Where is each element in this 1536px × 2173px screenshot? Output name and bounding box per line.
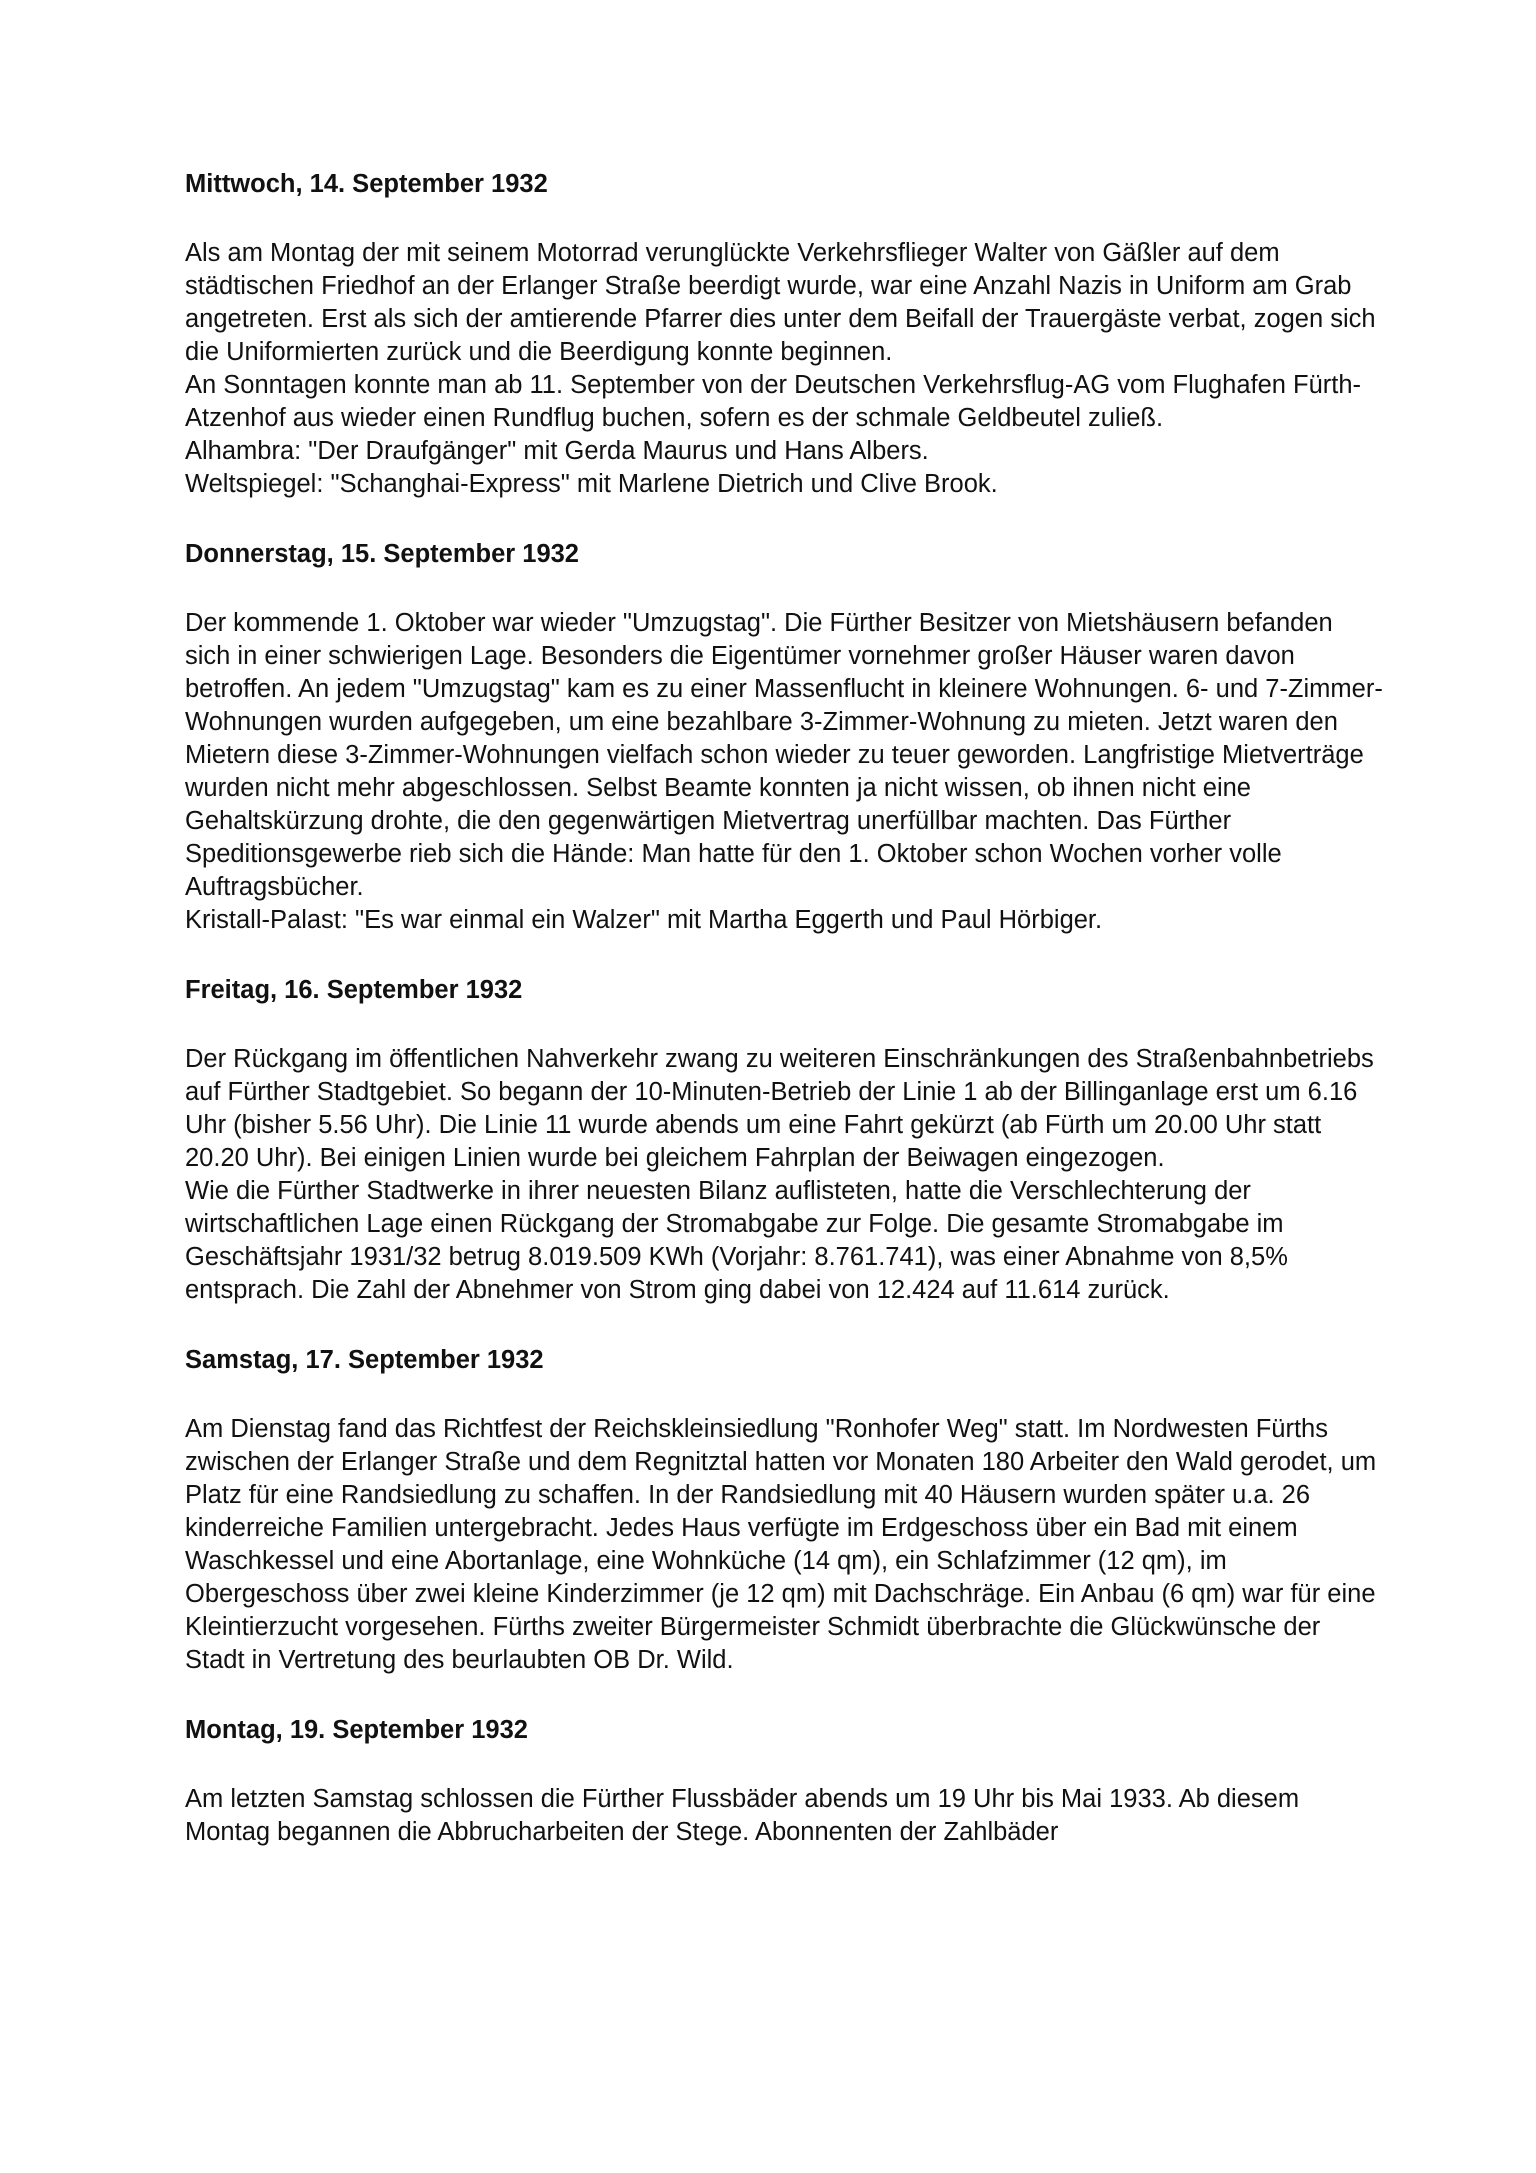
entry-date-heading: Montag, 19. September 1932 [185, 1716, 528, 1744]
entry-paragraph: Als am Montag der mit seinem Motorrad verunglückte Verkehrsflieger Walter von Gäßler auf dem städtischen Friedhof an der Erlanger Straße beerdigt wurde, war eine Anzahl Nazis in Uniform am Grab angetreten. Erst als sich der amtierende Pfarrer dies unter dem Beifall der Trauergäste verbat, zogen sich die Uniformierten zurück und die Beerdigung konnte beginnen. [185, 239, 1376, 366]
entry-paragraph: Alhambra: "Der Draufgänger" mit Gerda Maurus und Hans Albers. [185, 437, 929, 465]
entry-paragraph: Am Dienstag fand das Richtfest der Reichskleinsiedlung "Ronhofer Weg" statt. Im Nordwesten Fürths zwischen der Erlanger Straße und dem Regnitztal hatten vor Monaten 180 Arbeiter den Wald gerodet, um Platz für eine Randsiedlung zu schaffen. In der Randsiedlung mit 40 Häusern wurden später u.a. 26 kinderreiche Familien untergebracht. Jedes Haus verfügte im Erdgeschoss über ein Bad mit einem Waschkessel und eine Abortanlage, eine Wohnküche (14 qm), ein Schlafzimmer (12 qm), im Obergeschoss über zwei kleine Kinderzimmer (je 12 qm) mit Dachschräge. Ein Anbau (6 qm) war für eine Kleintierzucht vorgesehen. Fürths zweiter Bürgermeister Schmidt überbrachte die Glückwünsche der Stadt in Vertretung des beurlaubten OB Dr. Wild. [185, 1415, 1377, 1674]
entry-paragraph: Wie die Fürther Stadtwerke in ihrer neuesten Bilanz auflisteten, hatte die Verschlechterung der wirtschaftlichen Lage einen Rückgang der Stromabgabe zur Folge. Die gesamte Stromabgabe im Geschäftsjahr 1931/32 betrug 8.019.509 KWh (Vorjahr: 8.761.741), was einer Abnahme von 8,5% entsprach. Die Zahl der Abnehmer von Strom ging dabei von 12.424 auf 11.614 zurück. [185, 1177, 1288, 1304]
entry-paragraph: Der kommende 1. Oktober war wieder "Umzugstag". Die Fürther Besitzer von Mietshäusern befanden sich in einer schwierigen Lage. Besonders die Eigentümer vornehmer großer Häuser waren davon betroffen. An jedem "Umzugstag" kam es zu einer Massenflucht in kleinere Wohnungen. 6- und 7-Zimmer-Wohnungen wurden aufgegeben, um eine bezahlbare 3-Zimmer-Wohnung zu mieten. Jetzt waren den Mietern diese 3-Zimmer-Wohnungen vielfach schon wieder zu teuer geworden. Langfristige Mietverträge wurden nicht mehr abgeschlossen. Selbst Beamte konnten ja nicht wissen, ob ihnen nicht eine Gehaltskürzung drohte, die den gegenwärtigen Mietvertrag unerfüllbar machten. Das Fürther Speditionsgewerbe rieb sich die Hände: Man hatte für den 1. Oktober schon Wochen vorher volle Auftragsbücher. [185, 609, 1383, 901]
entry-date-heading: Donnerstag, 15. September 1932 [185, 540, 579, 568]
entry-paragraph: Kristall-Palast: "Es war einmal ein Walzer" mit Martha Eggerth und Paul Hörbiger. [185, 906, 1103, 934]
entry-1 [185, 168, 1385, 501]
entry-date-heading: Freitag, 16. September 1932 [185, 976, 523, 1004]
entry-date-heading: Mittwoch, 14. September 1932 [185, 170, 548, 198]
entry-date-heading: Samstag, 17. September 1932 [185, 1346, 544, 1374]
entry-5 [185, 1714, 1385, 1849]
entry-paragraph: Der Rückgang im öffentlichen Nahverkehr zwang zu weiteren Einschränkungen des Straßenbahnbetriebs auf Fürther Stadtgebiet. So begann der 10-Minuten-Betrieb der Linie 1 ab der Billinganlage erst um 6.16 Uhr (bisher 5.56 Uhr). Die Linie 11 wurde abends um eine Fahrt gekürzt (ab Fürth um 20.00 Uhr statt 20.20 Uhr). Bei einigen Linien wurde bei gleichem Fahrplan der Beiwagen eingezogen. [185, 1045, 1374, 1172]
document-page [185, 168, 1385, 1886]
entry-paragraph: An Sonntagen konnte man ab 11. September von der Deutschen Verkehrsflug-AG vom Flughafen Fürth-Atzenhof aus wieder einen Rundflug buchen, sofern es der schmale Geldbeutel zuließ. [185, 371, 1362, 432]
entry-3 [185, 974, 1385, 1307]
entry-paragraph: Weltspiegel: "Schanghai-Express" mit Marlene Dietrich und Clive Brook. [185, 470, 998, 498]
entry-4 [185, 1344, 1385, 1677]
entry-2 [185, 538, 1385, 937]
entry-paragraph: Am letzten Samstag schlossen die Fürther Flussbäder abends um 19 Uhr bis Mai 1933. Ab diesem Montag begannen die Abbrucharbeiten der Stege. Abonnenten der Zahlbäder [185, 1785, 1300, 1846]
